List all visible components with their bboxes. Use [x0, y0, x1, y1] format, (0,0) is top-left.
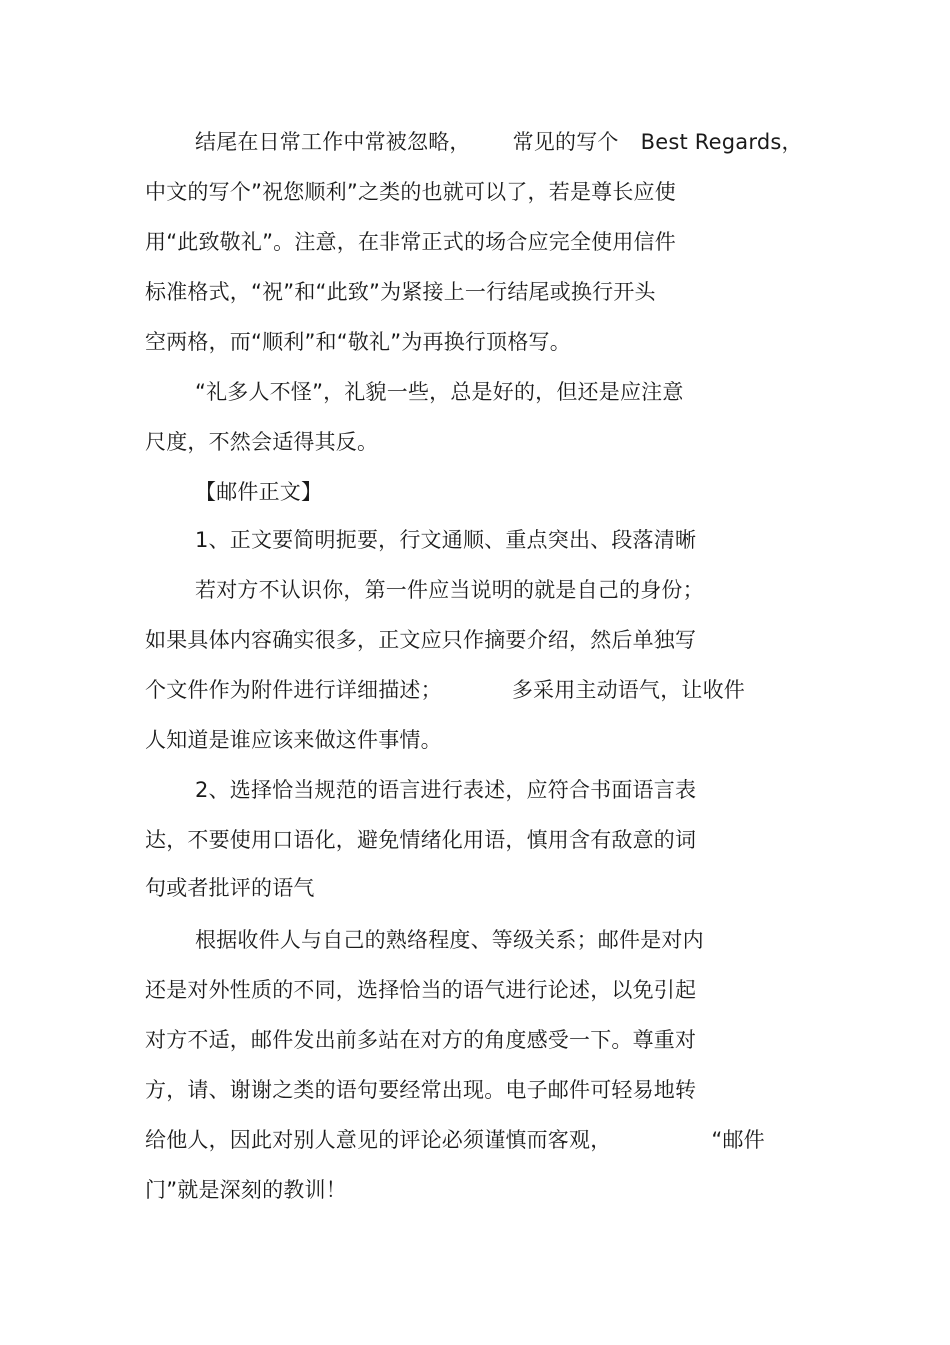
text-line-21: [145, 1115, 765, 1165]
text-line-22: 门”就是深刻的教训！: [145, 1178, 347, 1202]
text-segment: 给他人，因此对别人意见的评论必须谨慎而客观，: [145, 1128, 612, 1152]
text-line-2: 中文的写个”祝您顺利”之类的也就可以了，若是尊长应使: [145, 180, 676, 204]
text-line-16: 句或者批评的语气: [145, 876, 315, 900]
text-line-11: 如果具体内容确实很多，正文应只作摘要介绍，然后单独写: [145, 628, 697, 652]
text-line-20: 方，请、谢谢之类的语句要经常出现。电子邮件可轻易地转: [145, 1078, 697, 1102]
text-segment: 多采用主动语气，让收件: [511, 678, 746, 702]
text-line-6: “礼多人不怪”，礼貌一些，总是好的，但还是应注意: [195, 380, 684, 404]
text-segment: “邮件: [711, 1128, 765, 1152]
text-line-13: 人知道是谁应该来做这件事情。: [145, 728, 442, 752]
text-line-5: 空两格，而“顺利”和“敬礼”为再换行顶格写。: [145, 330, 571, 354]
text-segment: 常见的写个: [512, 130, 619, 154]
text-line-12: [145, 665, 745, 715]
section-heading: 【邮件正文】: [195, 480, 323, 504]
text-line-1: [195, 117, 803, 167]
text-line-3: 用“此致敬礼”。注意，在非常正式的场合应完全使用信件: [145, 230, 676, 254]
text-line-9: 1、正文要简明扼要，行文通顺、重点突出、段落清晰: [195, 528, 697, 552]
text-line-10: 若对方不认识你，第一件应当说明的就是自己的身份；: [195, 578, 704, 602]
text-line-19: 对方不适，邮件发出前多站在对方的角度感受一下。尊重对: [145, 1028, 697, 1052]
text-line-17: 根据收件人与自己的熟络程度、等级关系；邮件是对内: [195, 928, 704, 952]
text-segment: 结尾在日常工作中常被忽略，: [195, 130, 471, 154]
text-line-4: 标准格式，“祝”和“此致”为紧接上一行结尾或换行开头: [145, 280, 656, 304]
text-segment: Best Regards，: [640, 130, 803, 154]
text-line-18: 还是对外性质的不同，选择恰当的语气进行论述，以免引起: [145, 978, 697, 1002]
text-segment: 个文件作为附件进行详细描述；: [145, 678, 442, 702]
text-line-15: 达，不要使用口语化，避免情绪化用语，慎用含有敌意的词: [145, 828, 697, 852]
text-line-14: 2、选择恰当规范的语言进行表述，应符合书面语言表: [195, 778, 697, 802]
text-line-7: 尺度，不然会适得其反。: [145, 430, 379, 454]
